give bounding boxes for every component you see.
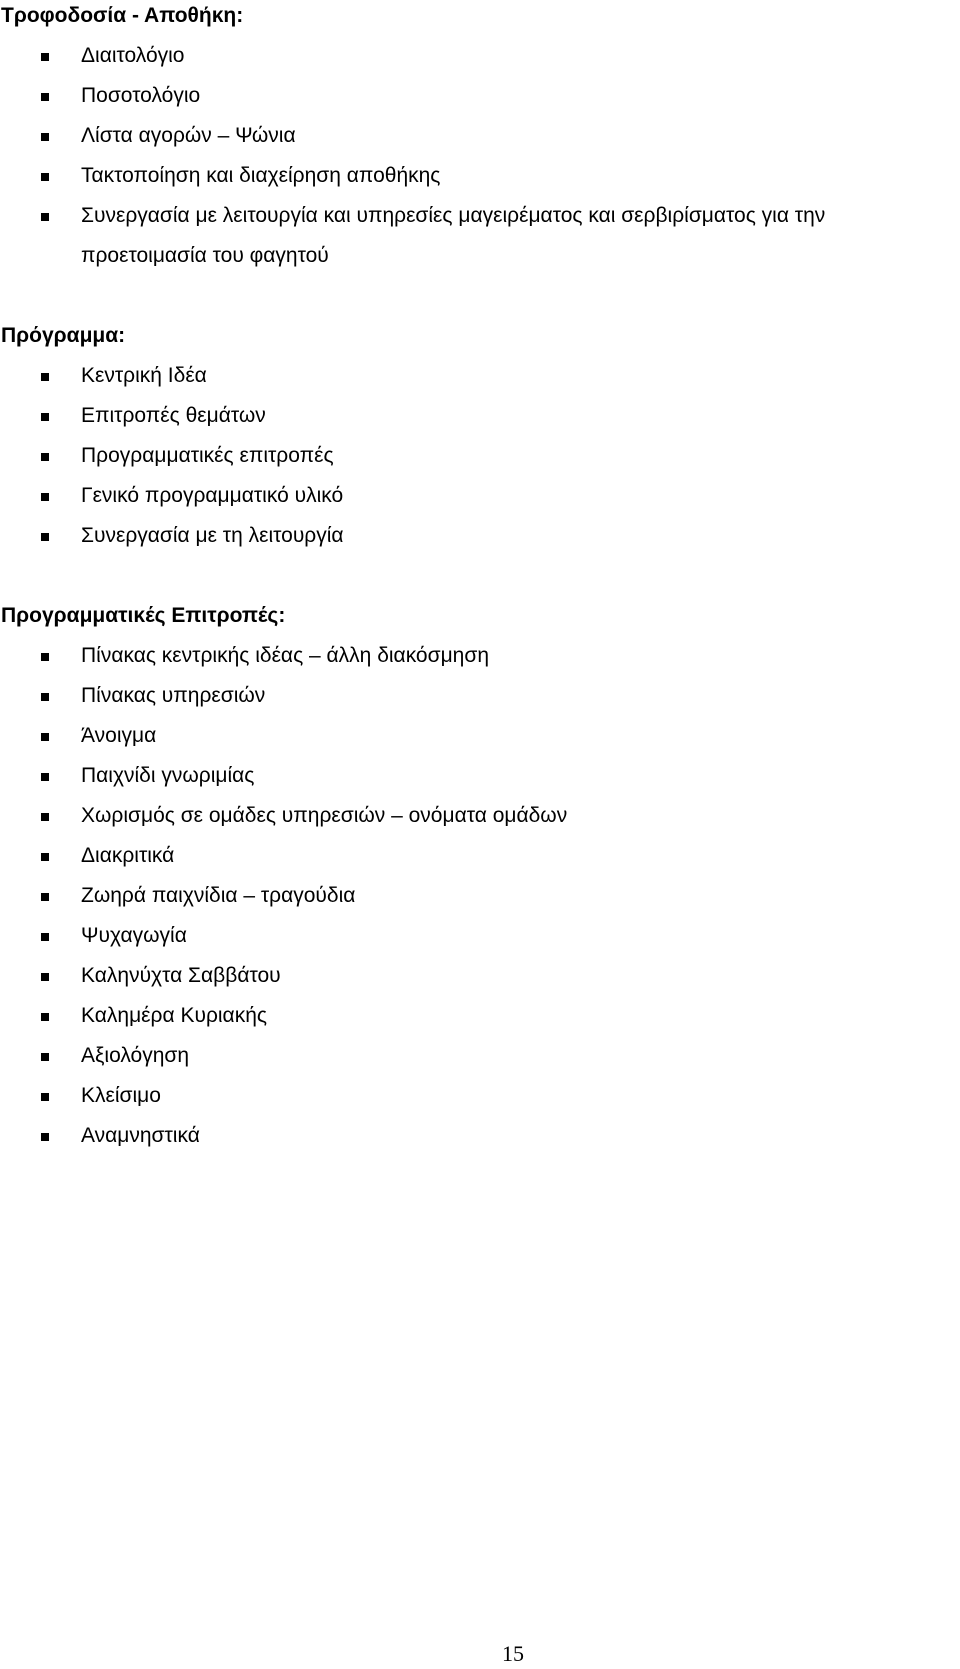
section-heading-program-committees: Προγραμματικές Επιτροπές: (1, 604, 286, 627)
list-item: Ποσοτολόγιο (0, 83, 960, 123)
list-item: Προγραμματικές επιτροπές (0, 443, 960, 483)
section-heading-program: Πρόγραμμα: (1, 324, 126, 347)
square-bullet-icon (41, 693, 49, 701)
section-heading-supply: Τροφοδοσία - Αποθήκη: (1, 4, 244, 27)
list-item: Διακριτικά (0, 843, 960, 883)
list-item: Διαιτολόγιο (0, 43, 960, 83)
square-bullet-icon (41, 653, 49, 661)
list-item: Καληνύχτα Σαββάτου (0, 963, 960, 1003)
list-item: Κεντρική Ιδέα (0, 363, 960, 403)
square-bullet-icon (41, 773, 49, 781)
square-bullet-icon (41, 1093, 49, 1101)
square-bullet-icon (41, 933, 49, 941)
square-bullet-icon (41, 53, 49, 61)
list-item: Καλημέρα Κυριακής (0, 1003, 960, 1043)
list-item: Αναμνηστικά (0, 1123, 960, 1163)
list-item: Πίνακας υπηρεσιών (0, 683, 960, 723)
list-item: Επιτροπές θεμάτων (0, 403, 960, 443)
square-bullet-icon (41, 413, 49, 421)
square-bullet-icon (41, 453, 49, 461)
square-bullet-icon (41, 173, 49, 181)
square-bullet-icon (41, 213, 49, 221)
list-item: Χωρισμός σε ομάδες υπηρεσιών – ονόματα ομάδων (0, 803, 960, 843)
square-bullet-icon (41, 733, 49, 741)
list-item: Άνοιγμα (0, 723, 960, 763)
square-bullet-icon (41, 1013, 49, 1021)
list-item: Ψυχαγωγία (0, 923, 960, 963)
square-bullet-icon (41, 893, 49, 901)
list-item: Πίνακας κεντρικής ιδέας – άλλη διακόσμηση (0, 643, 960, 683)
square-bullet-icon (41, 133, 49, 141)
square-bullet-icon (41, 973, 49, 981)
square-bullet-icon (41, 373, 49, 381)
list-item: Ζωηρά παιχνίδια – τραγούδια (0, 883, 960, 923)
square-bullet-icon (41, 813, 49, 821)
square-bullet-icon (41, 1053, 49, 1061)
list-item: Αξιολόγηση (0, 1043, 960, 1083)
list-item-continuation: προετοιμασία του φαγητού (81, 244, 329, 267)
page-number: 15 (502, 1641, 524, 1666)
list-item: Κλείσιμο (0, 1083, 960, 1123)
square-bullet-icon (41, 493, 49, 501)
list-item: Παιχνίδι γνωριμίας (0, 763, 960, 803)
square-bullet-icon (41, 93, 49, 101)
list-item: Συνεργασία με τη λειτουργία (0, 523, 960, 563)
list-item: Λίστα αγορών – Ψώνια (0, 123, 960, 163)
list-item: Γενικό προγραμματικό υλικό (0, 483, 960, 523)
list-item: Συνεργασία με λειτουργία και υπηρεσίες μαγειρέματος και σερβιρίσματος για την (0, 203, 960, 243)
square-bullet-icon (41, 853, 49, 861)
square-bullet-icon (41, 533, 49, 541)
list-item: Τακτοποίηση και διαχείρηση αποθήκης (0, 163, 960, 203)
square-bullet-icon (41, 1133, 49, 1141)
